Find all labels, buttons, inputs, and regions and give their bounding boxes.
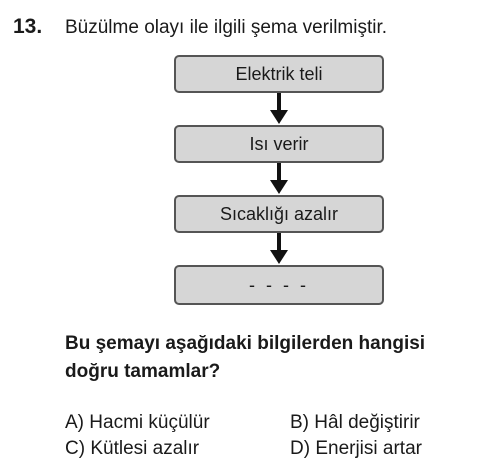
question-stem: Büzülme olayı ile ilgili şema verilmiştir. [65,17,388,38]
option-b[interactable]: B) Hâl değiştirir [290,412,420,433]
prompt-line-1: Bu şemayı aşağıdaki bilgilerden hangisi [65,333,426,354]
down-arrow-icon [270,93,288,125]
option-c[interactable]: C) Kütlesi azalır [65,438,200,459]
option-a[interactable]: A) Hacmi küçülür [65,412,210,433]
question-number: 13. [13,15,43,38]
flow-step-3: Sıcaklığı azalır [174,195,384,233]
down-arrow-icon [270,163,288,195]
prompt-line-2: doğru tamamlar? [65,361,221,382]
down-arrow-icon [270,233,288,265]
flow-step-2: Isı verir [174,125,384,163]
flow-step-1: Elektrik teli [174,55,384,93]
question-prompt [65,330,485,386]
option-d[interactable]: D) Enerjisi artar [290,438,422,459]
flow-step-blank: - - - - [174,265,384,305]
